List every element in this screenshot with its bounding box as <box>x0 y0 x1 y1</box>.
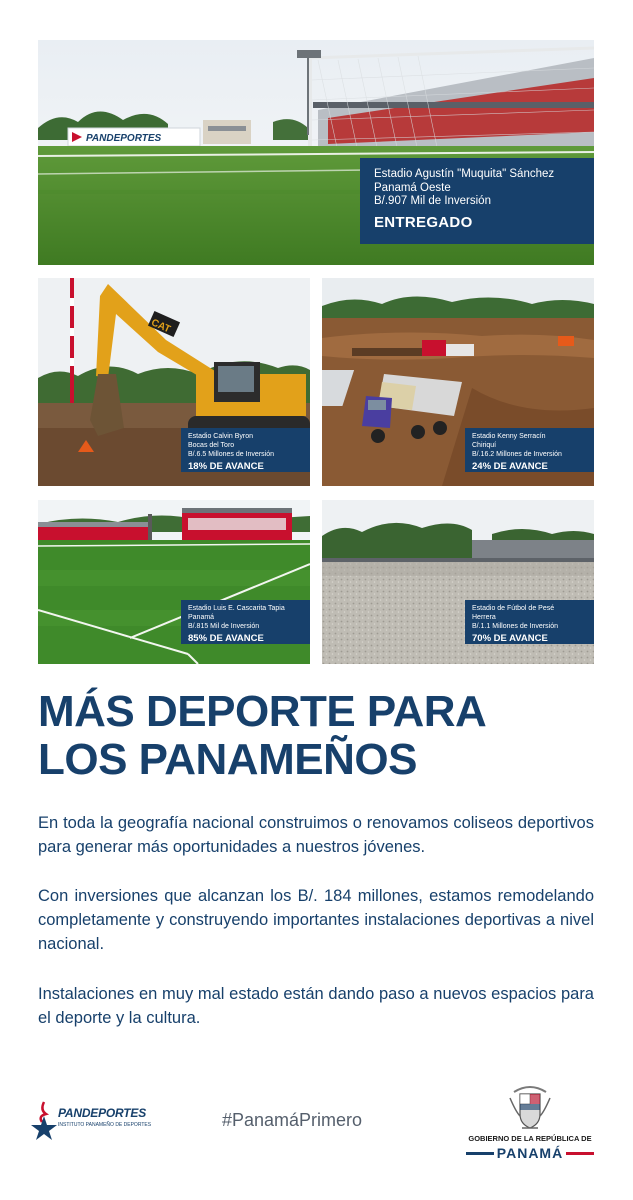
stadium-status: 18% DE AVANCE <box>188 461 264 473</box>
stadium-name: Estadio Agustín "Muquita" Sánchez <box>374 168 555 180</box>
pandeportes-subtitle: INSTITUTO PANAMEÑO DE DEPORTES <box>58 1122 152 1128</box>
government-line-2: PANAMÁ <box>496 1145 564 1161</box>
government-line-1: GOBIERNO DE LA REPÚBLICA DE <box>468 1134 592 1143</box>
stadium-status: 85% DE AVANCE <box>188 633 264 645</box>
paragraph-2: Con inversiones que alcanzan los B/. 184 millones, estamos remodelando completamente y construyendo importantes instalaciones deportivas a nivel nacional. <box>38 887 594 953</box>
headline <box>38 688 608 784</box>
stadium-name: Estadio de Fútbol de Pesé <box>472 605 555 612</box>
headline-line-1: MÁS DEPORTE PARA <box>38 687 487 736</box>
stadium-location: Chiriquí <box>472 441 497 449</box>
pandeportes-logo <box>30 1100 170 1144</box>
stadium-location: Panamá Oeste <box>374 181 451 194</box>
stadium-investment: B/.1.1 Millones de Inversión <box>472 622 558 630</box>
stadium-status: 70% DE AVANCE <box>472 633 548 645</box>
machine-brand-text: CAT <box>149 317 172 336</box>
hashtag: #PanamáPrimero <box>222 1110 363 1130</box>
photo-estadio-agustin-sanchez <box>38 40 594 265</box>
government-logo <box>462 1082 598 1166</box>
caption-estadio-luis-cascarita-tapia <box>181 600 310 644</box>
stadium-name: Estadio Luis E. Cascarita Tapia <box>188 605 285 612</box>
photo-estadio-futbol-pese <box>322 500 594 664</box>
pandeportes-star-icon <box>30 1100 58 1140</box>
stadium-investment: B/.16.2 Millones de Inversión <box>472 450 562 458</box>
stadium-location: Bocas del Toro <box>188 441 235 449</box>
stadium-investment: B/.907 Mil de Inversión <box>374 195 491 208</box>
stadium-location: Panamá <box>188 613 215 621</box>
stadium-name: Estadio Kenny Serracín <box>472 433 546 440</box>
caption-estadio-calvin-byron <box>181 428 310 472</box>
caption-estadio-agustin-sanchez <box>360 158 594 244</box>
caption-estadio-futbol-pese <box>465 600 594 644</box>
stadium-status: 24% DE AVANCE <box>472 461 548 473</box>
paragraph-1: En toda la geografía nacional construimos o renovamos coliseos deportivos para generar más oportunidades a nuestros jóvenes. <box>38 814 594 856</box>
stadium-location: Herrera <box>472 613 496 621</box>
caption-estadio-kenny-serracin <box>465 428 594 472</box>
stadium-investment: B/.815 Mil de Inversión <box>188 622 260 630</box>
stadium-status: ENTREGADO <box>374 213 473 231</box>
paragraph-3: Instalaciones en muy mal estado están dando paso a nuevos espacios para el deporte y la cultura. <box>38 985 594 1027</box>
banner-pandeportes-text: PANDEPORTES <box>86 133 162 144</box>
stadium-investment: B/.6.5 Millones de Inversión <box>188 450 274 458</box>
photo-estadio-luis-cascarita-tapia <box>38 500 310 664</box>
coat-of-arms-icon <box>508 1082 552 1132</box>
stadium-name: Estadio Calvin Byron <box>188 433 253 440</box>
pandeportes-name: PANDEPORTES <box>58 1106 147 1120</box>
photo-estadio-calvin-byron <box>38 278 310 486</box>
headline-line-2: LOS PANAMEÑOS <box>38 735 417 784</box>
photo-estadio-kenny-serracin <box>322 278 594 486</box>
